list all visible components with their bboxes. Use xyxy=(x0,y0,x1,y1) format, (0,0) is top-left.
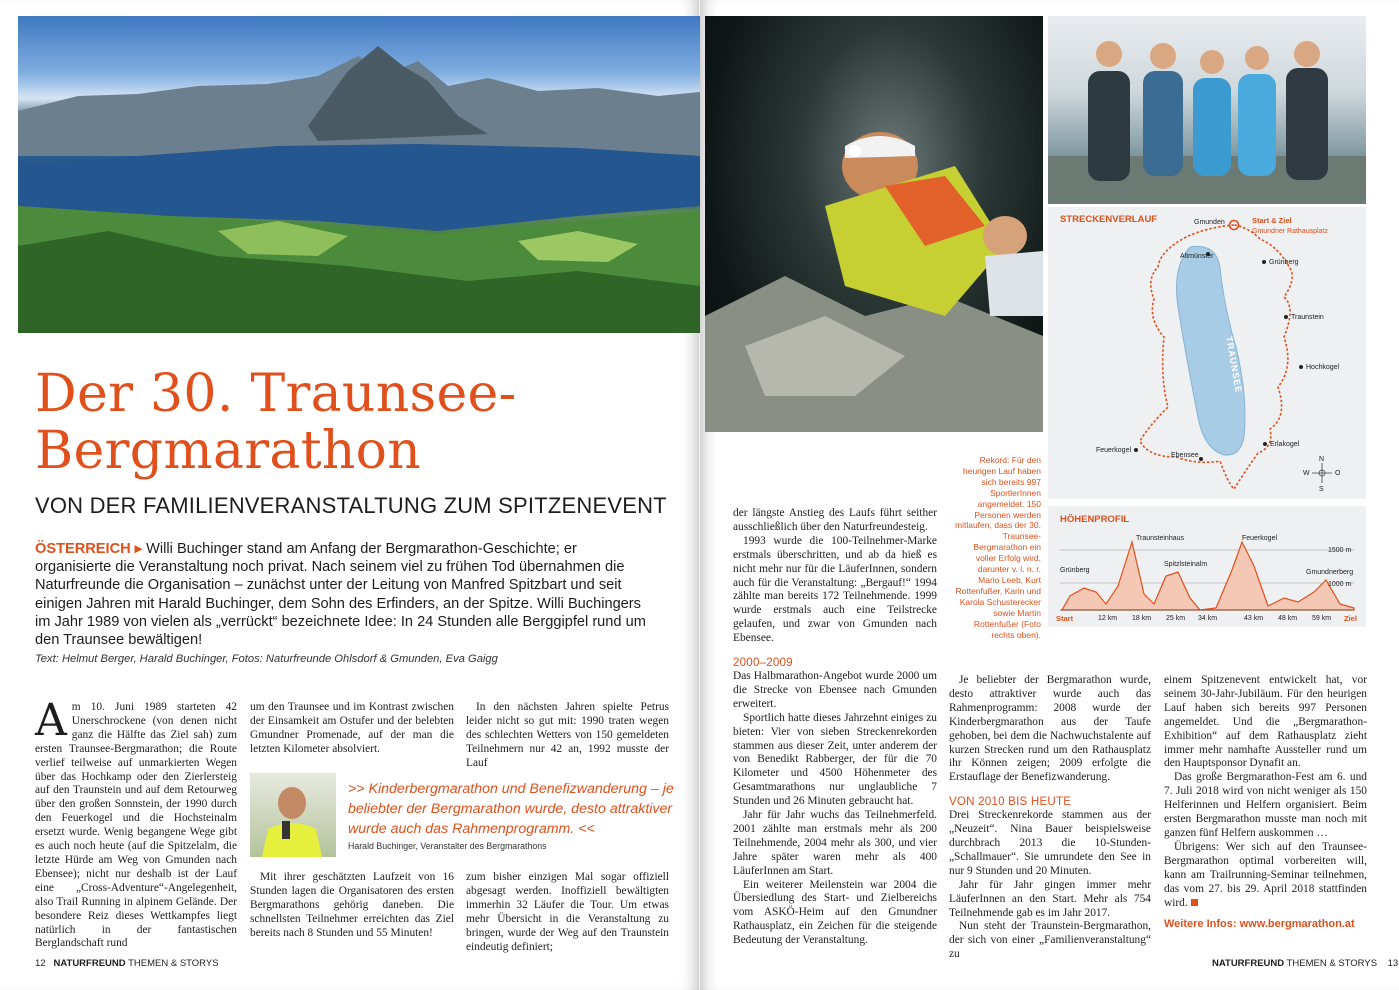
col4-p2: 1993 wurde die 100-Teilnehmer-Marke erstmals überschritten, und ab da hieß es nicht mehr nur für die LäuferInnen, sondern auch für die Veranstaltung: „Bergauf!“ 1994 zählte man bereits 172 Teilnehmende. 1999 wurde erstmals auch eine Teilstrecke gelaufen, und zwar von Gmunden nach Ebensee. xyxy=(733,534,937,645)
lead-text: Willi Buchinger stand am Anfang der Bergmarathon-Geschichte; er organisierte die Veranstaltung noch privat. Nach seinem viel zu frühen Tod übernahmen die Naturfreunde die Organisation – zunächst unter der Leitung von Manfred Spitzbart und seit einigen Jahren mit Harald Buchinger, dem Sohn des Erfinders, an der Spitze. Willi Buchingers im Jahr 1989 von vielen als „verrückt“ bezeichnete Idee: In 24 Stunden alle Berggipfel rund um den Traunsee bewältigen! xyxy=(35,541,646,649)
compass-o: O xyxy=(1335,470,1341,477)
photo-caption: Rekord: Für den heurigen Lauf haben sich bereits 997 SportlerInnen angemeldet. 150 Personen werden mitlaufen, dass der 30. Traunsee-Bergmarathon ein voller Erfolg wird, darunter v. l. n. r. Mario Leeb, Kurt Rottenfußer, Karin und Karola Schusterecker sowie Martin Rottenfußer (Foto rechts oben). xyxy=(955,455,1041,640)
compass-w: W xyxy=(1303,470,1310,477)
section-name-right: THEMEN & STORYS xyxy=(1286,958,1378,969)
axis-43km: 43 km xyxy=(1244,615,1264,622)
col6-p3 xyxy=(1164,841,1367,911)
lead-paragraph xyxy=(35,540,650,649)
axis-48km: 48 km xyxy=(1278,615,1298,622)
lake-label: TRAUNSEE xyxy=(1224,335,1244,394)
lake-landscape-illustration xyxy=(18,16,700,333)
col5-p4: Nun steht der Traunstein-Bergmarathon, der sich von einer „Familienveranstaltung“ zu xyxy=(949,920,1151,961)
place-ebensee: Ebensee xyxy=(1171,452,1199,459)
place-gruenberg: Grünberg xyxy=(1269,259,1299,266)
title-line-1: Der 30. Traunsee- xyxy=(35,364,517,424)
peak-gruenberg: Grünberg xyxy=(1060,567,1090,574)
section-name-left: THEMEN & STORYS xyxy=(128,958,219,969)
axis-ziel: Ziel xyxy=(1344,614,1357,623)
body-column-2-top xyxy=(250,701,454,757)
col1-text: m 10. Juni 1989 starteten 42 Unerschrockene (von denen nicht ganz die Hälfte das Ziel sah) zum ersten Traunsee-Bergmarathon; die Route verlief teilweise auf unmarkierten Wegen über das Hochkamp oder den Zierlersteig auf den Traunstein und auf dem Retourweg über den großen Sonnstein, der 1990 durch den Feuerkogel und die Hochsteinalm ersetzt wurde. Wenig begangene Wege gibt es auch noch heute (auf die Spitzelalm, die letzte Hürde am Weg von Gmunden nach Ebensee); nicht nur deshalb ist der Lauf eine „Cross-Adventure“-Angelegenheit, also Trail Running in alpinem Gelände. Der besondere Reiz dieses Wettkampfes liegt natürlich in der fantastischen Berglandschaft rund xyxy=(35,701,237,950)
axis-12km: 12 km xyxy=(1098,615,1118,622)
compass-n: N xyxy=(1319,456,1325,463)
col4-p3: Das Halbmarathon-Angebot wurde 2000 um die Strecke von Ebensee nach Gmunden erweitert. xyxy=(733,669,937,710)
arrow-right-icon: ▸ xyxy=(134,541,143,557)
col6-p2: Das große Bergmarathon-Fest am 6. und 7. Juli 2018 wird von nicht weniger als 150 Helferinnen und Helfern organisiert. Beim ersten Bergmarathon musste man noch mit ganzen fünf Helfern auskommen … xyxy=(1164,771,1367,839)
col4-p6: Ein weiterer Meilenstein war 2004 die Übersiedlung des Start- und Zielbereichs vom ASKÖ-Heim auf den Gmundner Rathausplatz, ein Zeichen für die steigende Bedeutung der Veranstaltung. xyxy=(733,878,937,947)
drop-cap: A xyxy=(35,695,67,746)
peak-gmundnerberg: Gmundnerberg xyxy=(1306,569,1354,576)
body-column-3-top xyxy=(466,701,669,771)
folio-left xyxy=(35,958,219,969)
place-traunstein: Traunstein xyxy=(1291,314,1324,321)
night-runners-illustration xyxy=(705,16,1043,432)
body-column-6 xyxy=(1164,674,1367,932)
page-number-left: 12 xyxy=(35,958,46,969)
col6-p3-text: Übrigens: Wer sich auf den Traunsee-Bergmarathon optimal vorbereiten will, kann am Trailrunning-Seminar teilnehmen, das vom 27. bis 29. April 2018 stattfinden wird. xyxy=(1164,840,1367,909)
body-column-1 xyxy=(35,695,237,951)
col2-top-text: um den Traunsee und im Kontrast zwischen der Einsamkeit am Ostufer und der belebten Gmundner Promenade, auf der man die letzten Kilometer absolviert. xyxy=(250,701,454,755)
page-number-right: 13 xyxy=(1387,958,1399,969)
peak-feuerkogel: Feuerkogel xyxy=(1242,535,1278,542)
col5-p3: Jahr für Jahr gingen immer mehr LäuferInnen an den Start. Mehr als 754 Teilnehmende gab es im Jahr 2017. xyxy=(949,878,1151,919)
body-column-3-bottom xyxy=(466,871,669,954)
title-line-2: Bergmarathon xyxy=(35,421,422,481)
place-erlakogel: Erlakogel xyxy=(1270,441,1300,448)
portrait-illustration xyxy=(250,773,336,857)
section-heading-2010: VON 2010 BIS HEUTE xyxy=(949,795,1072,809)
axis-18km: 18 km xyxy=(1132,615,1152,622)
night-runners-photo xyxy=(705,16,1043,432)
end-mark-icon xyxy=(1191,899,1198,906)
body-column-2-bottom xyxy=(250,871,454,941)
body-column-5 xyxy=(949,674,1151,962)
lake-landscape-photo xyxy=(18,16,700,333)
magazine-name-right: NATURFREUND xyxy=(1212,958,1285,969)
elev-1500: 1500 m xyxy=(1328,547,1352,554)
col4-p5: Jahr für Jahr wuchs das Teilnehmerfeld. 2001 zählte man erstmals mehr als 200 Teilnehmende, 2004 mehr als 300, und vier Jahre später waren mehr als 400 LäuferInnen am Start. xyxy=(733,809,937,877)
elev-1000: 1000 m xyxy=(1328,581,1352,588)
col3-top-text: In den nächsten Jahren spielte Petrus leider nicht so gut mit: 1990 traten wegen des schlechten Wetters von 150 gemeldeten Teilnehmern nur 42 an, 1992 musste der Lauf xyxy=(466,701,669,769)
peak-spitzelsteinalm: Spitzlsteinalm xyxy=(1164,561,1208,568)
pull-quote: >> Kinderbergmarathon und Benefizwanderung – je beliebter der Bergmarathon wurde, desto attraktiver wurde auch das Rahmenprogramm. << xyxy=(348,781,674,837)
compass-s: S xyxy=(1319,486,1324,493)
start-finish-sublabel: Gmundner Rathausplatz xyxy=(1252,228,1328,235)
route-map xyxy=(1048,207,1366,499)
axis-59km: 59 km xyxy=(1312,615,1332,622)
place-gmunden: Gmunden xyxy=(1194,219,1225,226)
elevation-profile-heading: HÖHENPROFIL xyxy=(1060,514,1130,525)
col4-p1: der längste Anstieg des Laufs führt seither ausschließlich über den Naturfreundesteig. xyxy=(733,507,937,533)
route-map-svg xyxy=(1048,207,1366,499)
axis-25km: 25 km xyxy=(1166,615,1186,622)
col5-p1: Je beliebter der Bergmarathon wurde, desto attraktiver wurde auch das Rahmenprogramm: 2008 wurde der Kinderbergmarathon aus der Taufe gehoben, bei dem die Nachwuchstalente auf kurzen Strecken rund um den Rathausplatz ihr Können zeigen; 2009 erfolgte die Erstauflage der Benefizwanderung. xyxy=(949,674,1151,784)
col2-bottom-text: Mit ihrer geschätzten Laufzeit von 16 Stunden lagen die Organisatoren des ersten Bergmarathons gehörig daneben. Die schnellsten Teilnehmer erreichten das Ziel bereits nach 8 Stunden und 55 Minuten! xyxy=(250,871,454,939)
elevation-area xyxy=(1062,542,1354,610)
axis-start: Start xyxy=(1056,614,1074,623)
compass-icon xyxy=(1303,456,1341,493)
col4-p4: Sportlich hatte dieses Jahrzehnt einiges zu bieten: Vier von sieben Streckenrekorden stammen aus dieser Zeit, unter anderem der von Benedikt Rabberger, der für die 70 Kilometer und 4500 Höhenmeter des Gesamtmarathons nur unglaubliche 7 Stunden und 26 Minuten gebraucht hat. xyxy=(733,711,937,808)
article-subtitle: VON DER FAMILIENVERANSTALTUNG ZUM SPITZENEVENT xyxy=(35,493,667,518)
col3-bottom-text: zum bisher einzigen Mal sogar offiziell abgesagt werden. Inoffiziell bewältigten immerhin 32 Läufer die Tour. Um etwas mehr Übersicht in die Veranstaltung zu bringen, wurde der Weg auf den Traunstein eindeutig definiert; xyxy=(466,871,669,953)
pull-quote-source: Harald Buchinger, Veranstalter des Bergmarathons xyxy=(348,841,547,851)
col5-p2: Drei Streckenrekorde stammen aus der „Neuzeit“. Nina Bauer beispielsweise durchbrach 2013 die 10-Stunden-„Schallmauer“. Sie umrundete den See in nur 9 Stunden und 20 Minuten. xyxy=(949,809,1151,877)
body-column-4 xyxy=(733,507,937,948)
folio-right xyxy=(1212,958,1398,969)
section-heading-2000: 2000–2009 xyxy=(733,656,793,670)
portrait-photo xyxy=(250,773,336,857)
route-map-heading: STRECKENVERLAUF xyxy=(1060,214,1158,225)
more-info-link[interactable]: Weitere Infos: www.bergmarathon.at xyxy=(1164,918,1355,931)
elevation-profile-svg xyxy=(1048,506,1366,627)
region-tag: ÖSTERREICH xyxy=(35,541,131,557)
team-photo xyxy=(1048,16,1366,204)
col6-p1: einem Spitzenevent entwickelt hat, vor seinem 30-Jahr-Jubiläum. Für den heurigen Lauf haben sich bereits 997 Personen angemeldet. Und die „Bergmarathon-Exhibition“ auf dem Rathausplatz zieht immer mehr namhafte Aussteller rund um den Hauptsponsor Dynafit an. xyxy=(1164,674,1367,770)
place-feuerkogel: Feuerkogel xyxy=(1096,447,1132,454)
start-finish-label: Start & Ziel xyxy=(1252,216,1292,225)
article-title xyxy=(35,366,595,480)
peak-traunsteinhaus: Traunsteinhaus xyxy=(1136,535,1184,542)
place-hochkogel: Hochkogel xyxy=(1306,364,1340,371)
team-illustration xyxy=(1048,16,1366,204)
magazine-name-left: NATURFREUND xyxy=(53,958,126,969)
place-altmuenster: Altmünster xyxy=(1180,253,1214,260)
axis-34km: 34 km xyxy=(1198,615,1218,622)
elevation-profile xyxy=(1048,506,1366,627)
photo-credits: Text: Helmut Berger, Harald Buchinger, Fotos: Naturfreunde Ohlsdorf & Gmunden, Eva Gaigg xyxy=(35,653,498,665)
